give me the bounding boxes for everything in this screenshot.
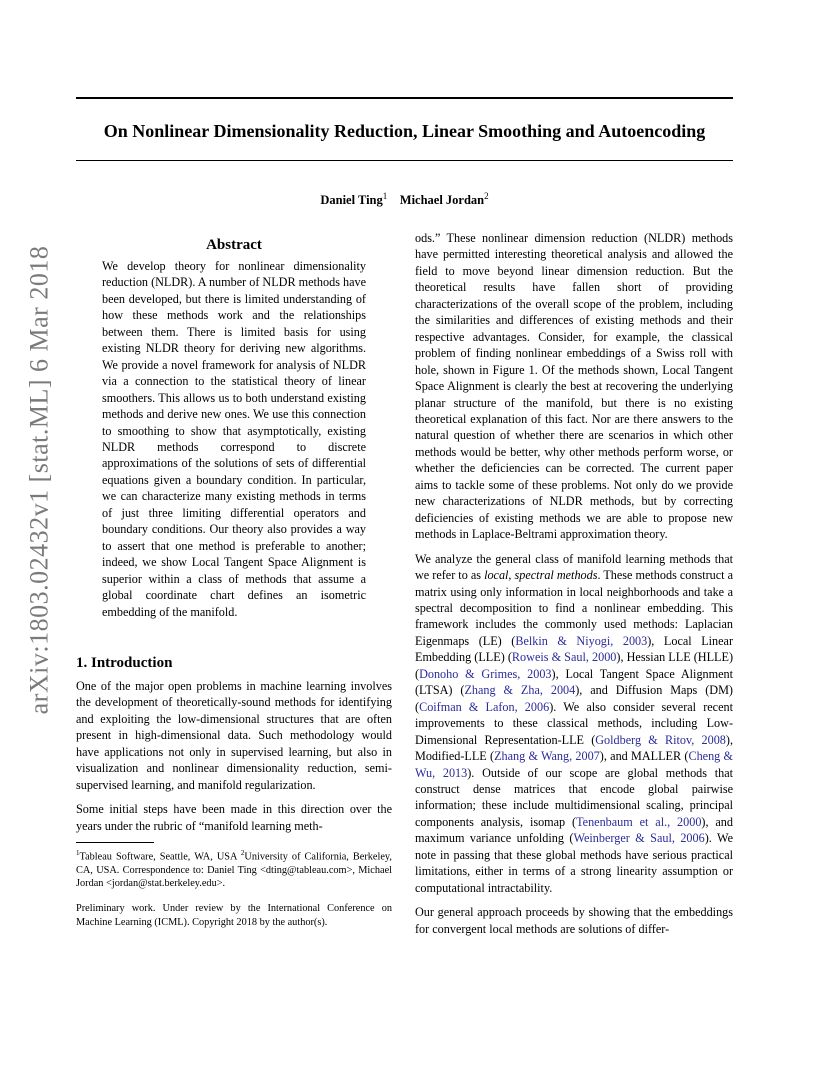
- footnote-mark: 2: [240, 849, 245, 858]
- body-paragraph: Some initial steps have been made in this direction over the years under the rubric of “manifold learning meth-: [76, 802, 392, 833]
- body-paragraph: One of the major open problems in machine learning involves the development of theoretically-sound methods for identifying and exploiting the low-dimensional structures that are often present in high-dimensional data. Such methodology would have applications not only in supervised learning, but also in visualization and nonlinear dimensionality reduction, semi-supervised learning, and manifold regularization.: [76, 678, 392, 792]
- citation-link[interactable]: Donoho & Grimes, 2003: [419, 666, 552, 681]
- citation-link[interactable]: Weinberger & Saul, 2006: [573, 831, 705, 846]
- body-paragraph: We analyze the general class of manifold learning methods that we refer to as local, spectral methods. These methods construct a matrix using only information in local neighborhoods and take a spectral decomposition to find a nonlinear embedding. This framework includes the commonly used methods: Laplacian Eigenmaps (LE) (Belkin & Niyogi, 2003), Local Linear Embedding (LLE) (Roweis & Saul, 2000), Hessian LLE (HLLE) (Donoho & Grimes, 2003), Local Tangent Space Alignment (LTSA) (Zhang & Zha, 2004), and Diffusion Maps (DM) (Coifman & Lafon, 2006). We also consider several recent improvements to these classical methods, including Low-Dimensional Representation-LLE (Goldberg & Ritov, 2008), Modified-LLE (Zhang & Wang, 2007), and MALLER (Cheng & Wu, 2013). Outside of our scope are global methods that construct dense matrices that encode global pairwise information; these include multidimensional scaling, principal components analysis, isomap (Tenenbaum et al., 2000), and maximum variance unfolding (Weinberger & Saul, 2006). We note in passing that these global methods have serious practical limitations, either in terms of a strong linearity assumption or computational intractability.: [415, 551, 734, 895]
- body-paragraph: Our general approach proceeds by showing that the embeddings for convergent local methods are solutions of differ-: [415, 905, 733, 936]
- abstract-heading: Abstract: [206, 237, 262, 253]
- author-list: [76, 191, 733, 208]
- citation-link[interactable]: Zhang & Wang, 2007: [494, 749, 600, 764]
- header-rule-bottom: [76, 160, 733, 161]
- author-name: Michael Jordan: [399, 193, 485, 208]
- author-affiliation-mark: 1: [382, 191, 388, 201]
- left-column: [76, 230, 392, 929]
- section-heading-introduction: 1. Introduction: [76, 654, 173, 671]
- body-paragraph: ods.” These nonlinear dimension reduction (NLDR) methods have permitted interesting theoretical analysis and allowed the field to move beyond linear dimension reduction. But the theoretical results have fallen short of providing characterizations of the overall scope of the problem, including the similarities and differences of existing methods and their respective advantages. Consider, for example, the classical problem of finding nonlinear embeddings of a Swiss roll with hole, shown in Figure 1. Of the methods shown, Local Tangent Space Alignment is clearly the best at recovering the underlying planar structure of the manifold, but there is no existing theoretical explanation of this fact. Nor are there answers to the natural question of whether there are scenarios in which other methods would be better, why other methods perform worse, or whether the deficiencies can be corrected. The current paper aims to tackle some of these problems. Not only do we provide new characterizations of NLDR methods, but by correcting deficiencies of existing methods we are able to propose new methods in Laplace-Beltrami approximation theory.: [415, 231, 733, 542]
- citation-link[interactable]: Cheng & Wu, 2013: [415, 749, 733, 780]
- footnote-mark: 1: [76, 849, 80, 858]
- abstract-text: We develop theory for nonlinear dimensionality reduction (NLDR). A number of NLDR methods have been developed, but there is limited understanding of how these methods work and the relationships between them. There is limited basis for using existing NLDR theory for deriving new algorithms. We provide a novel framework for analysis of NLDR via a connection to the statistical theory of linear smoothers. This allows us to both understand existing methods and derive new ones. We use this connection to smoothing to show that asymptotically, existing NLDR methods correspond to discrete approximations of the solutions of sets of differential equations given a boundary condition. In particular, we can characterize many existing methods in terms of just three limiting differential operators and boundary conditions. Our theory also provides a way to assert that one method is preferable to another; indeed, we show Local Tangent Space Alignment is superior within a class of methods that assume a global coordinate chart defines an isometric embedding of the manifold.: [102, 259, 367, 619]
- arxiv-identifier: arXiv:1803.02432v1 [stat.ML] 6 Mar 2018: [24, 245, 54, 715]
- author-name: Daniel Ting: [320, 193, 383, 208]
- header-rule-top: [76, 97, 733, 99]
- footnote-affiliations: [76, 847, 392, 890]
- paper-title: On Nonlinear Dimensionality Reduction, Linear Smoothing and Autoencoding: [103, 121, 706, 141]
- author-affiliation-mark: 2: [484, 191, 489, 201]
- right-column: [415, 230, 733, 945]
- footnote-text: University of California, Berkeley, CA, USA. Correspondence to: Daniel Ting <dting@tableau.com>, Michael Jordan <jordan@stat.berkeley.edu>.: [76, 851, 392, 890]
- citation-link[interactable]: Goldberg & Ritov, 2008: [595, 732, 726, 747]
- footnote-rule: [76, 842, 154, 843]
- emphasis-text: local, spectral methods: [484, 568, 598, 583]
- citation-link[interactable]: Zhang & Zha, 2004: [464, 683, 576, 698]
- arxiv-side-stamp: [24, 245, 54, 715]
- citation-link[interactable]: Roweis & Saul, 2000: [511, 650, 617, 665]
- citation-link[interactable]: Belkin & Niyogi, 2003: [515, 633, 648, 648]
- citation-link[interactable]: Coifman & Lafon, 2006: [419, 699, 550, 714]
- footnote-preliminary-notice: Preliminary work. Under review by the International Conference on Machine Learning (ICML). Copyright 2018 by the author(s).: [76, 903, 392, 928]
- citation-link[interactable]: Tenenbaum et al., 2000: [576, 814, 702, 829]
- footnote-text: Tableau Software, Seattle, WA, USA: [79, 851, 241, 863]
